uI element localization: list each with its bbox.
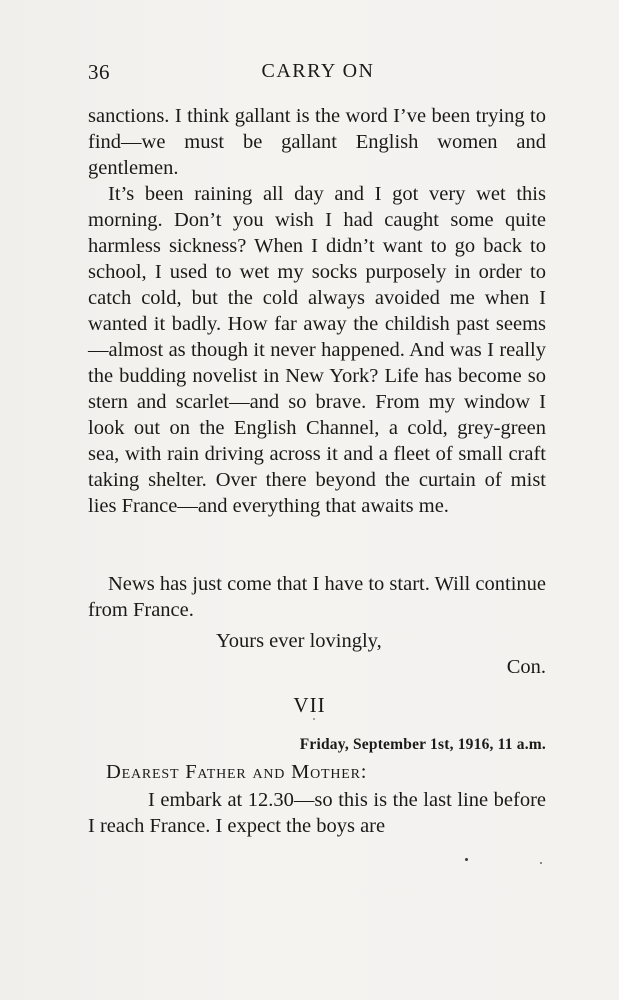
page-header xyxy=(88,60,548,90)
paragraph-news: News has just come that I have to start. Will continue from France. xyxy=(88,573,546,621)
letter-closing: Yours ever lovingly, xyxy=(216,630,382,652)
page-number: 36 xyxy=(88,60,110,84)
ink-speck xyxy=(465,858,468,861)
letter-signature: Con. xyxy=(506,656,546,678)
paragraph-continuation: sanctions. I think gallant is the word I’ve been trying to find—we must be gallant English women and gentlemen. xyxy=(88,105,546,179)
ink-speck xyxy=(540,862,542,864)
letter-dateline: Friday, September 1st, 1916, 11 a.m. xyxy=(299,736,546,753)
ink-speck xyxy=(313,718,315,720)
paragraph-raining: It’s been raining all day and I got very wet this morning. Don’t you wish I had caught some quite harmless sickness? When I didn’t want to go back to school, I used to wet my socks purposely in order to catch cold, but the cold always avoided me when I wanted it badly. How far away the childish past seems—almost as though it never happened. And was I really the budding novelist in New York? Life has become so stern and scarlet—and so brave. From my window I look out on the English Channel, a cold, grey-green sea, with rain driving across it and a fleet of small craft taking shelter. Over there beyond the curtain of mist lies France—and everything that awaits me. xyxy=(88,183,546,517)
chapter-number: VII xyxy=(293,693,326,717)
paragraph-embark: I embark at 12.30—so this is the last line before I reach France. I expect the boys are xyxy=(88,789,546,837)
letter-salutation: Dearest Father and Mother: xyxy=(106,761,368,783)
running-title: CARRY ON xyxy=(261,60,375,82)
